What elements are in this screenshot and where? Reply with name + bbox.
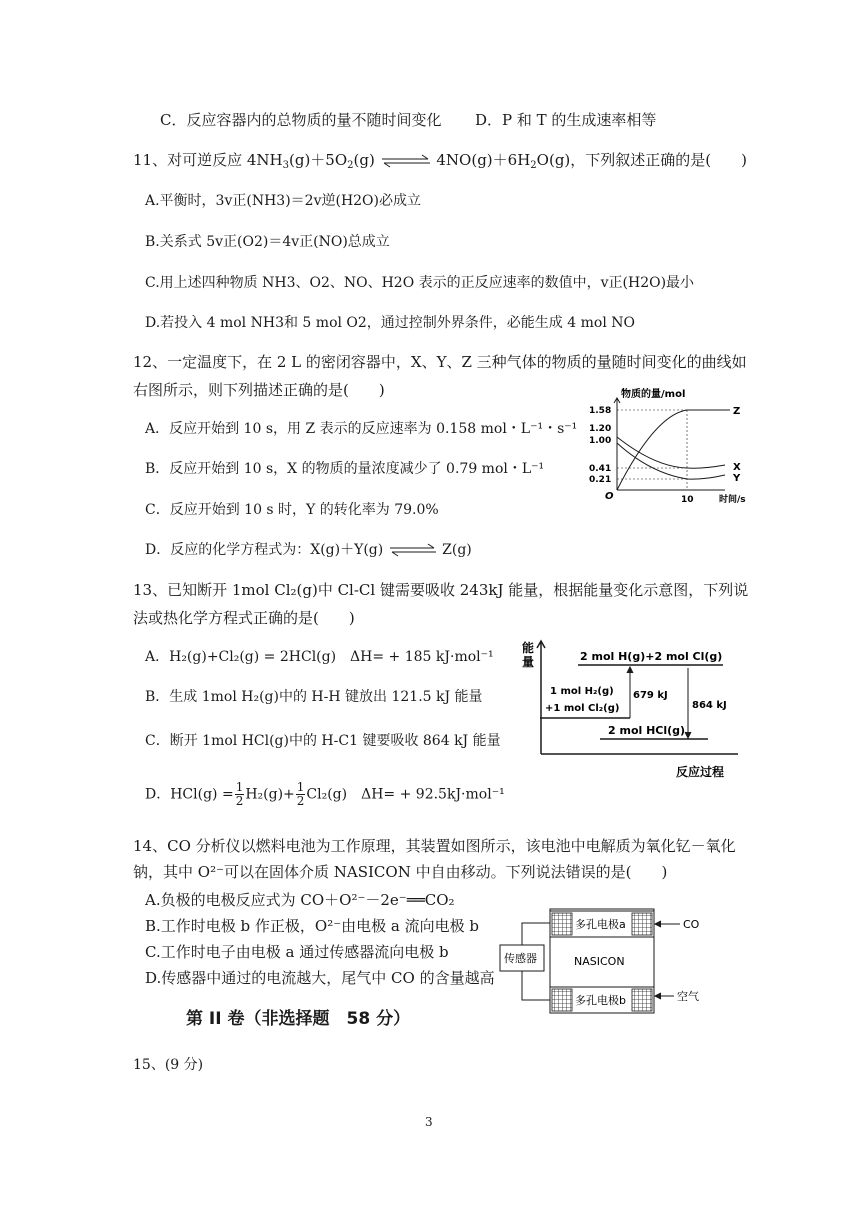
q12-option-a: A．反应开始到 10 s，用 Z 表示的反应速率为 0.158 mol・L⁻¹・s⁻¹ [145, 421, 578, 437]
ytick-2: 1.20 [589, 424, 612, 434]
graph-origin: O [605, 491, 614, 502]
label-z: Z [733, 406, 741, 417]
level-top: 2 mol H(g)+2 mol Cl(g) [580, 650, 723, 663]
q14-option-c: C.工作时电子由电极 a 通过传感器流向电极 b [145, 943, 449, 961]
q12-stem-1: 12、一定温度下，在 2 L 的密闭容器中，X、Y、Z 三种气体的物质的量随时间变化的曲线如 [133, 353, 747, 371]
q12-option-d: D．反应的化学方程式为：X(g)＋Y(g) Z(g) [145, 542, 472, 558]
q10-option-d: D．P 和 T 的生成速率相等 [475, 111, 657, 129]
xtick-10: 10 [681, 495, 694, 505]
q14-stem-2: 钠，其中 O²⁻可以在固体介质 NASICON 中自由移动。下列说法错误的是( ) [133, 863, 668, 881]
label-x: X [733, 462, 741, 473]
diagram-y-label-2: 量 [522, 655, 535, 669]
ytick-3: 1.00 [589, 436, 612, 446]
level-mid-1: 1 mol H₂(g) [550, 686, 614, 697]
co-inlet-label: CO [683, 918, 700, 931]
level-mid-2: +1 mol Cl₂(g) [545, 703, 620, 714]
q11-stem: 11、对可逆反应 $4NH_3(g)+5O_2(g)$ $4NO(g)+6H_2O(g)$，下列叙述正确的是( ) [133, 151, 747, 171]
q14-option-d: D.传感器中通过的电流越大，尾气中 CO 的含量越高 [145, 969, 495, 987]
air-label: 空气 [677, 990, 699, 1003]
label-y: Y [733, 473, 741, 484]
q10-option-c: C．反应容器内的总物质的量不随时间变化 [160, 111, 442, 129]
q14-stem-1: 14、CO 分析仪以燃料电池为工作原理，其装置如图所示，该电池中电解质为氧化钇－氧化 [133, 837, 736, 855]
q13-energy-diagram [518, 636, 748, 784]
curve-x [617, 437, 725, 468]
q13-stem-2: 法或热化学方程式正确的是( ) [133, 609, 355, 627]
q12-option-b: B．反应开始到 10 s，X 的物质的量浓度减少了 0.79 mol・L⁻¹ [145, 461, 545, 477]
q11-option-c: C.用上述四种物质 NH3、O2、NO、H2O 表示的正反应速率的数值中，v正(H2O)最小 [145, 275, 695, 291]
q11-option-d: D.若投入 4 mol NH3和 5 mol O2，通过控制外界条件，必能生成 4 mol NO [145, 315, 635, 331]
reversible-arrow-icon [388, 543, 438, 557]
energy-864: 864 kJ [692, 700, 727, 711]
q11-option-b: B.关系式 5v正(O2)＝4v正(NO)总成立 [145, 234, 390, 250]
q12-option-c: C．反应开始到 10 s 时，Y 的转化率为 79.0% [145, 502, 439, 518]
q13-option-c: C．断开 1mol HCl(g)中的 H-C1 键要吸收 864 kJ 能量 [145, 733, 501, 749]
q14-co-analyzer-diagram [498, 903, 723, 1021]
q13-stem-1: 13、已知断开 1mol Cl₂(g)中 Cl-Cl 键需要吸收 243kJ 能量，根据能量变化示意图，下列说 [133, 581, 749, 599]
q12-stem-2: 右图所示，则下列描述正确的是( ) [133, 381, 385, 399]
nasicon-label: NASICON [574, 955, 625, 968]
page-number: 3 [425, 1115, 433, 1129]
q15-stem: 15、(9 分) [133, 1057, 204, 1073]
graph-y-label: 物质的量/mol [621, 389, 686, 400]
electrode-a-label: 多孔电极a [575, 918, 626, 931]
ytick-5: 0.21 [589, 475, 612, 485]
q13-option-b: B．生成 1mol H₂(g)中的 H-H 键放出 121.5 kJ 能量 [145, 689, 483, 705]
q13-option-a: A．H₂(g)+Cl₂(g) = 2HCl(g) ΔH= + 185 kJ·mol⁻¹ [145, 649, 494, 665]
q12-amount-time-graph [585, 385, 765, 505]
energy-679: 679 kJ [633, 690, 668, 701]
graph-x-label: 时间/s [719, 495, 746, 505]
level-bottom: 2 mol HCl(g) [608, 724, 686, 737]
ytick-4: 0.41 [589, 464, 612, 474]
q14-option-b: B.工作时电极 b 作正极，O²⁻由电极 a 流向电极 b [145, 917, 480, 935]
section-2-heading: 第 II 卷（非选择题 58 分） [186, 1009, 411, 1029]
ytick-1: 1.58 [589, 406, 612, 416]
q14-option-a: A.负极的电极反应式为 CO＋O²⁻－2e⁻══CO₂ [145, 891, 455, 909]
diagram-y-label-1: 能 [522, 641, 535, 655]
q13-option-d: D．HCl(g) = $\frac{1}{2}$ H₂(g)+ $\frac{1}{2}$ Cl₂(g) ΔH= + 92.5kJ·mol⁻¹ [145, 780, 505, 808]
q11-option-a: A.平衡时，3v正(NH3)＝2v逆(H2O)必成立 [145, 193, 422, 209]
reversible-arrow-icon [380, 154, 432, 168]
electrode-b-label: 多孔电极b [575, 994, 626, 1007]
curve-z [617, 410, 730, 490]
sensor-label: 传感器 [504, 952, 537, 965]
diagram-x-label: 反应过程 [676, 765, 725, 779]
